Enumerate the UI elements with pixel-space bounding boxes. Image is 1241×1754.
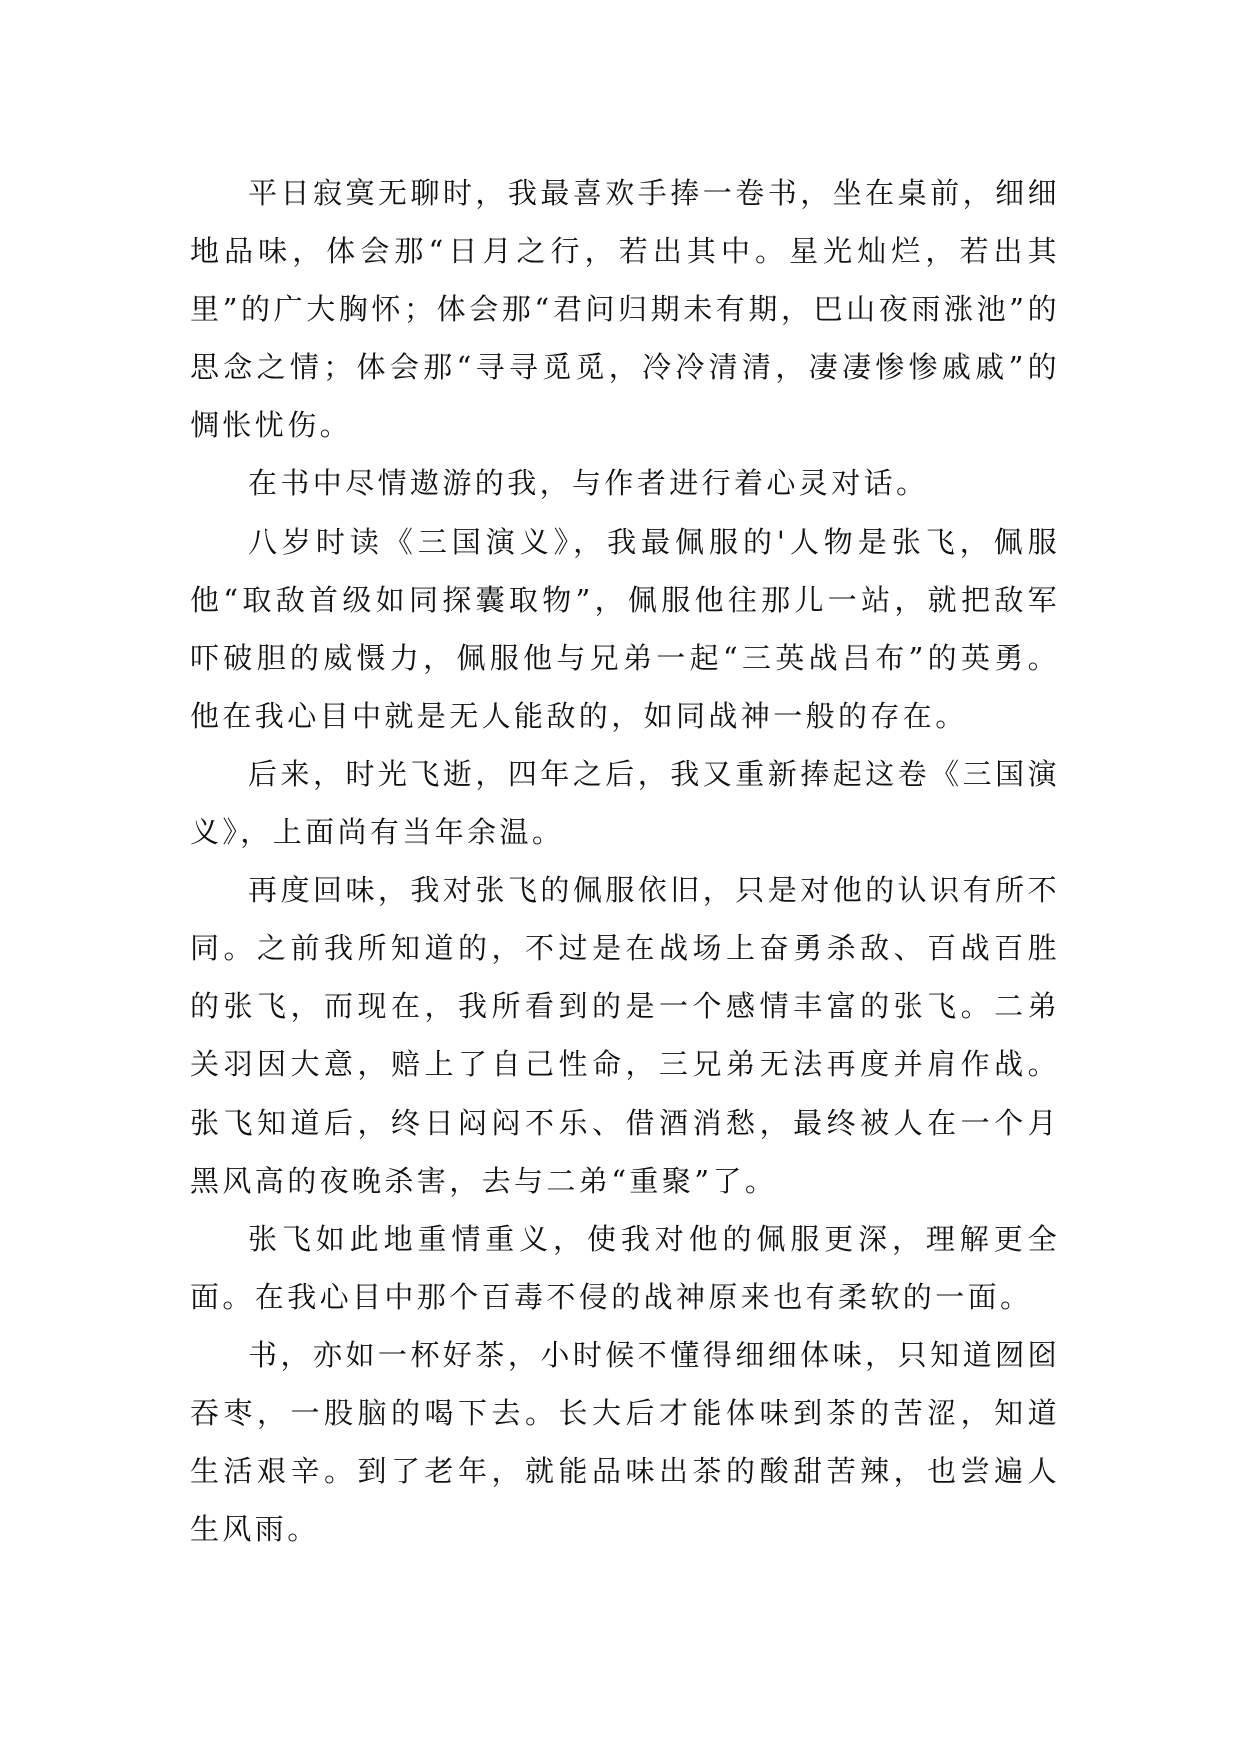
document-body: [190, 164, 1060, 1558]
paragraph-6: 张飞如此地重情重义，使我对他的佩服更深，理解更全面。在我心目中那个百毒不侵的战神原来也有柔软的一面。: [190, 1221, 1060, 1314]
paragraph-1: 平日寂寞无聊时，我最喜欢手捧一卷书，坐在桌前，细细地品味，体会那“日月之行，若出其中。星光灿烂，若出其里”的广大胸怀；体会那“君问归期未有期，巴山夜雨涨池”的思念之情；体会那“寻寻觅觅，冷冷清清，凄凄惨惨戚戚”的惆怅忧伤。: [190, 176, 1060, 443]
paragraph-3: 八岁时读《三国演义》，我最佩服的'人物是张飞，佩服他“取敌首级如同探囊取物”，佩服他往那儿一站，就把敌军吓破胆的威慑力，佩服他与兄弟一起“三英战吕布”的英勇。他在我心目中就是无人能敌的，如同战神一般的存在。: [190, 524, 1060, 733]
paragraph-7: 书，亦如一杯好茶，小时候不懂得细细体味，只知道囫囵吞枣，一股脑的喝下去。长大后才能体味到茶的苦涩，知道生活艰辛。到了老年，就能品味出茶的酸甜苦辣，也尝遍人生风雨。: [190, 1337, 1060, 1547]
paragraph-4: 后来，时光飞逝，四年之后，我又重新捧起这卷《三国演义》，上面尚有当年余温。: [190, 756, 1060, 850]
paragraph-2: 在书中尽情遨游的我，与作者进行着心灵对话。: [248, 466, 929, 501]
paragraph-5: 再度回味，我对张飞的佩服依旧，只是对他的认识有所不同。之前我所知道的，不过是在战场上奋勇杀敌、百战百胜的张飞，而现在，我所看到的是一个感情丰富的张飞。二弟关羽因大意，赔上了自己性命，三兄弟无法再度并肩作战。张飞知道后，终日闷闷不乐、借酒消愁，最终被人在一个月黑风高的夜晚杀害，去与二弟“重聚”了。: [190, 873, 1060, 1198]
